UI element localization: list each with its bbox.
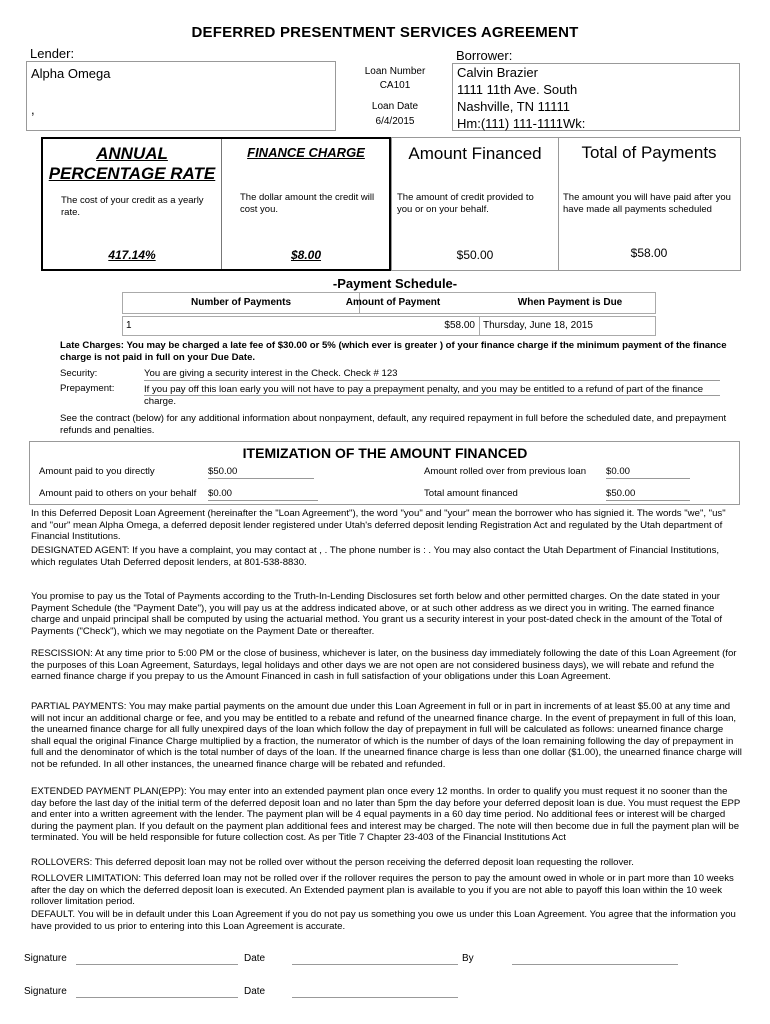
total-financed-label: Total amount financed: [424, 488, 518, 499]
borrower-name: Calvin Brazier: [457, 65, 538, 80]
borrower-address1: 1111 11th Ave. South: [457, 82, 578, 97]
row-due-date: Thursday, June 18, 2015: [483, 320, 593, 331]
finance-charge-value: $8.00: [290, 248, 322, 262]
borrower-box: [452, 63, 740, 131]
paid-others-value: $0.00: [208, 488, 318, 501]
col-number-of-payments: Number of Payments: [190, 297, 292, 308]
amount-financed-value: $50.00: [456, 248, 494, 262]
promise-paragraph: You promise to pay us the Total of Payments according to the Truth-In-Lending Disclosures set forth below and other permitted charges. On the date stated in your Payment Schedule (the "Payment Date"), you will pay us at the address indicated above, or at such other address as we direct you in writing. The earned finance charge and unpaid principal shall be computed by using the actuarial method. You grant us a security interest in your post-dated check in the amount of the Total of Payments ("Check"), which we may negotiate on the Payment Date or thereafter.: [31, 591, 723, 637]
late-charges: Late Charges: You may be charged a late fee of $30.00 or 5% (which ever is greater ) of your finance charge if the minimum payment of the finance charge is not paid in full on your Due Date.: [60, 340, 727, 363]
by-line[interactable]: [512, 964, 678, 965]
prepayment-label: Prepayment:: [60, 383, 115, 394]
default-paragraph: DEFAULT. You will be in default under this Loan Agreement if you do not pay us something you owe us under this Loan Agreement. You agree that the information you have provided to us prior to entering into this Loan Agreement is accurate.: [31, 909, 736, 932]
loan-date-label: Loan Date: [371, 101, 419, 112]
security-text: You are giving a security interest in the Check. Check # 123: [144, 368, 720, 381]
lender-label: Lender:: [30, 46, 75, 61]
amount-financed-title: Amount Financed: [408, 144, 542, 163]
date-line-1[interactable]: [292, 964, 458, 965]
date-line-2[interactable]: [292, 997, 458, 998]
signature-line-2[interactable]: [76, 997, 238, 998]
prepayment-text: If you pay off this loan early you will not have to pay a prepayment penalty, and you may be entitled to a refund of part of the finance charge.: [144, 384, 704, 407]
date-label-2: Date: [244, 986, 266, 997]
lender-box: [26, 61, 336, 131]
partial-payments-paragraph: PARTIAL PAYMENTS: You may make partial payments on the amount due under this Loan Agreement in full or in part in increments of at least $5.00 at any time and will not incur an additional charge or fee, and you may be entitled to a rebate and refund of the unearned finance charge. In the event of prepayment in full of this loan, the unearned finance charge for all fully unexpired days of the loan which follow the day of prepayment in full will be calculated as follows: unearned finance charge shall equal the original Finance Charge multiplied by a fraction, the numerator of which is the number of days of the loan remaining following the day of prepayment in full and the denominator of which is the total number of days of the loan. If the unearned finance charge is less than one dollar ($1.00), the unearned finance charge will not be refunded. In all other instances, the unearned finance charge will be rebated and refunded.: [31, 701, 742, 770]
schedule-row: [122, 316, 656, 336]
loan-number: CA101: [379, 80, 411, 91]
finance-charge-description: The dollar amount the credit will cost you.: [240, 192, 375, 215]
loan-number-label: Loan Number: [364, 66, 426, 77]
total-payments-description: The amount you will have paid after you have made all payments scheduled: [563, 192, 731, 215]
paid-directly-value: $50.00: [208, 466, 314, 479]
rolled-over-value: $0.00: [606, 466, 690, 479]
col-amount-of-payment: Amount of Payment: [345, 297, 441, 308]
schedule-header: [122, 292, 656, 314]
signature-label-2: Signature: [24, 986, 67, 997]
rollover-limitation-paragraph: ROLLOVER LIMITATION: This deferred loan may not be rolled over if the rollover requires the person to pay the amount owed in whole or in part more than 10 weeks after the day on which the deferred deposit loan is executed. An Extended payment plan is available to you if you are not able to payoff this loan within the 10 week rollover limitation period.: [31, 873, 734, 908]
borrower-address2: Nashville, TN 11111: [457, 99, 570, 114]
by-label: By: [462, 953, 474, 964]
loan-date: 6/4/2015: [375, 116, 415, 127]
rolled-over-label: Amount rolled over from previous loan: [424, 466, 587, 477]
paid-others-label: Amount paid to others on your behalf: [39, 488, 197, 499]
signature-label-1: Signature: [24, 953, 67, 964]
payment-schedule-title: -Payment Schedule-: [332, 276, 458, 291]
row-amount: $58.00: [444, 320, 475, 331]
col-when-due: When Payment is Due: [517, 297, 623, 308]
lender-name: Alpha Omega: [31, 66, 111, 81]
contract-note: See the contract (below) for any additional information about nonpayment, default, any required repayment in full before the scheduled date, and prepayment refunds and penalties.: [60, 413, 727, 436]
apr-description: The cost of your credit as a yearly rate.: [61, 195, 204, 218]
total-payments-value: $58.00: [630, 246, 668, 260]
document-title: DEFERRED PRESENTMENT SERVICES AGREEMENT: [191, 24, 579, 41]
apr-value: 417.14%: [108, 248, 156, 262]
finance-charge-title: FINANCE CHARGE: [247, 145, 365, 160]
intro-paragraph: In this Deferred Deposit Loan Agreement (hereinafter the "Loan Agreement"), the word "you" and "your" mean the borrower who has signied it. The words "we", "us" and "our" mean Alpha Omega, a deferred deposit lender registered under Utah's deferred deposit lending Registration Act and regulated by the Utah department of Financial Institutions.: [31, 508, 726, 543]
signature-line-1[interactable]: [76, 964, 238, 965]
amount-financed-description: The amount of credit provided to you or on your behalf.: [397, 192, 534, 215]
apr-title: ANNUAL PERCENTAGE RATE: [48, 144, 216, 183]
security-label: Security:: [60, 368, 98, 379]
rescission-paragraph: RESCISSION: At any time prior to 5:00 PM or the close of business, whichever is later, on the business day immediately following the date of this Loan Agreement (for the purposes of this Loan Agreement, Saturdays, legal holidays and other days we are not open are not considered business days), we will rebate and refund the earned finance charge if you prepay to us the Amount Financed in cash in full satisfaction of your obligations under this Loan Agreement.: [31, 648, 737, 683]
borrower-phone: Hm:(111) 111-1111Wk:: [457, 116, 586, 131]
borrower-label: Borrower:: [456, 48, 513, 63]
paid-directly-label: Amount paid to you directly: [39, 466, 155, 477]
total-payments-title: Total of Payments: [581, 143, 717, 162]
date-label-1: Date: [244, 953, 266, 964]
itemization-title: ITEMIZATION OF THE AMOUNT FINANCED: [242, 445, 528, 461]
epp-paragraph: EXTENDED PAYMENT PLAN(EPP): You may enter into an extended payment plan once every 12 months. In order to qualify you must request it no sooner than the day before the last day of the initial term of the deferred deposit loan and no later than 5pm the day before your deferred deposit loan is due. You must request the EPP and enter into a written agreement with the lender. The payment plan will be 4 equal payments in a 60 day time period. No additional fees or interest will be charged during the payment plan. If you default on the payment plan additional fees and interest may be charged. The note will then become due in full the payment plan will be terminated. You will be held responsible for future collection cost. As per Title 7 Chapter 23-403 of the Financial Institutions Act: [31, 786, 741, 844]
lender-line2: ,: [31, 102, 35, 117]
rollovers-paragraph: ROLLOVERS: This deferred deposit loan may not be rolled over without the person receiving the deferred deposit loan requesting the rollover.: [31, 857, 634, 868]
row-number: 1: [126, 320, 132, 331]
designated-agent-paragraph: DESIGNATED AGENT: If you have a complaint, you may contact at , . The phone number is : . You may also contact the Utah Department of Financial Institutions, which regulates Utah Deferred deposit lenders, at 801-538-8830.: [31, 545, 720, 568]
total-financed-value: $50.00: [606, 488, 690, 501]
